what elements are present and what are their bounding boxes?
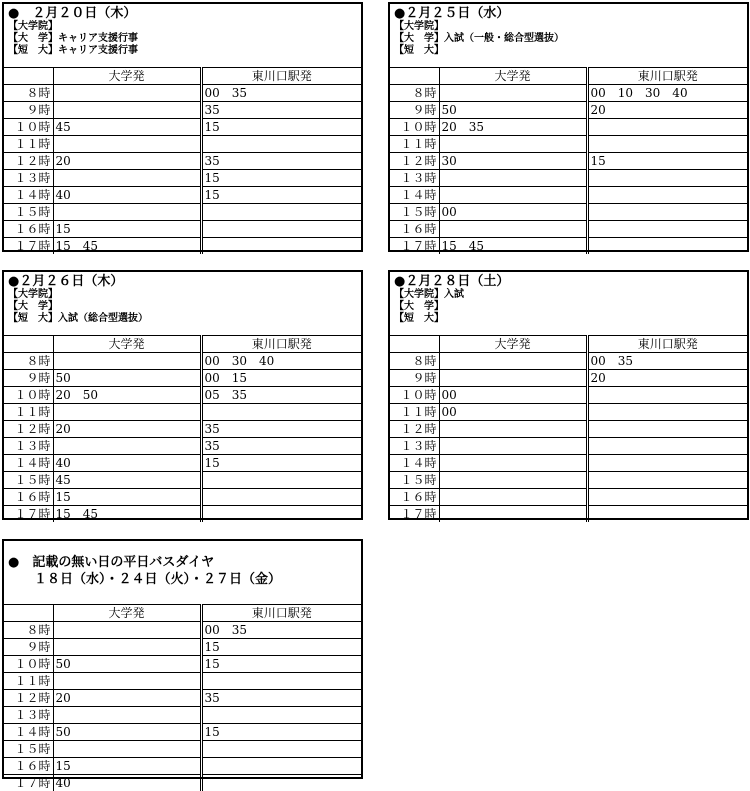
- table-row: [4, 370, 361, 387]
- from-station-times: [201, 758, 361, 775]
- from-univ-times: 15 45: [53, 506, 201, 523]
- from-univ-times: 20: [53, 153, 201, 170]
- schedule-box-feb26: [2, 270, 363, 520]
- hour-cell: １１時: [4, 136, 53, 153]
- table-row: [4, 238, 361, 255]
- table-row: [4, 353, 361, 370]
- timetable: [4, 604, 361, 791]
- hour-cell: １５時: [4, 741, 53, 758]
- hour-cell: １３時: [4, 707, 53, 724]
- from-univ-times: 20 50: [53, 387, 201, 404]
- dept-line-univ: 【大 学】: [8, 301, 361, 313]
- hour-cell: １７時: [390, 238, 439, 255]
- table-row: [4, 673, 361, 690]
- from-univ-times: [439, 506, 587, 523]
- table-row: [390, 438, 747, 455]
- table-row: [4, 187, 361, 204]
- from-univ-times: 45: [53, 119, 201, 136]
- from-univ-times: [53, 102, 201, 119]
- table-row: [390, 136, 747, 153]
- table-row: [4, 404, 361, 421]
- from-station-times: [201, 707, 361, 724]
- hour-cell: １４時: [4, 724, 53, 741]
- table-row: [4, 758, 361, 775]
- table-row: [390, 404, 747, 421]
- from-station-times: [201, 489, 361, 506]
- from-station-times: [587, 136, 747, 153]
- col-header-hour: [390, 68, 439, 85]
- schedule-title: ●２月２８日（土）: [394, 274, 747, 289]
- from-station-times: [201, 775, 361, 791]
- from-station-times: 20: [587, 370, 747, 387]
- hour-cell: １４時: [390, 455, 439, 472]
- col-header-from-univ: 大学発: [53, 68, 201, 85]
- timetable: [4, 67, 361, 254]
- from-univ-times: [53, 438, 201, 455]
- hour-cell: １０時: [390, 119, 439, 136]
- from-univ-times: 30: [439, 153, 587, 170]
- from-univ-times: [53, 673, 201, 690]
- hour-cell: １７時: [390, 506, 439, 523]
- from-station-times: [587, 421, 747, 438]
- from-univ-times: 20 35: [439, 119, 587, 136]
- from-univ-times: [439, 489, 587, 506]
- dept-line-grad: 【大学院】: [394, 21, 747, 33]
- schedule-box-feb28: [388, 270, 749, 520]
- from-univ-times: [439, 187, 587, 204]
- hour-cell: １１時: [4, 404, 53, 421]
- from-station-times: 35: [201, 102, 361, 119]
- from-univ-times: 50: [53, 370, 201, 387]
- col-header-from-station: 東川口駅発: [201, 605, 361, 622]
- from-univ-times: [439, 85, 587, 102]
- from-station-times: [201, 673, 361, 690]
- from-univ-times: 00: [439, 204, 587, 221]
- table-row: [4, 775, 361, 791]
- table-row: [4, 455, 361, 472]
- from-station-times: 15: [587, 153, 747, 170]
- hour-cell: １６時: [4, 221, 53, 238]
- timetable: [4, 335, 361, 522]
- table-row: [4, 119, 361, 136]
- table-row: [4, 506, 361, 523]
- hour-cell: １２時: [390, 153, 439, 170]
- from-station-times: 35: [201, 421, 361, 438]
- schedule-header: [4, 541, 361, 588]
- hour-cell: １５時: [4, 204, 53, 221]
- from-univ-times: [439, 136, 587, 153]
- table-row: [4, 472, 361, 489]
- from-univ-times: [53, 741, 201, 758]
- table-row: [4, 221, 361, 238]
- from-univ-times: [53, 136, 201, 153]
- schedule-title: ●２月２５日（水）: [394, 6, 747, 21]
- hour-cell: ９時: [4, 370, 53, 387]
- from-univ-times: 20: [53, 690, 201, 707]
- from-univ-times: [439, 438, 587, 455]
- from-station-times: [587, 119, 747, 136]
- from-station-times: 35: [201, 690, 361, 707]
- table-row: [4, 489, 361, 506]
- from-station-times: [587, 204, 747, 221]
- from-univ-times: 45: [53, 472, 201, 489]
- dept-line-univ: 【大 学】入試（一般・総合型選抜）: [394, 33, 747, 45]
- hour-cell: １７時: [4, 775, 53, 791]
- col-header-hour: [4, 605, 53, 622]
- from-station-times: [201, 221, 361, 238]
- from-univ-times: 00: [439, 387, 587, 404]
- from-univ-times: 50: [53, 724, 201, 741]
- from-station-times: [587, 489, 747, 506]
- table-row: [4, 741, 361, 758]
- from-station-times: [201, 404, 361, 421]
- hour-cell: １３時: [4, 438, 53, 455]
- hour-cell: ８時: [4, 85, 53, 102]
- table-row: [4, 639, 361, 656]
- table-row: [390, 489, 747, 506]
- table-row: [390, 421, 747, 438]
- from-station-times: 15: [201, 119, 361, 136]
- from-univ-times: 50: [53, 656, 201, 673]
- col-header-hour: [4, 68, 53, 85]
- from-station-times: [587, 187, 747, 204]
- from-univ-times: [439, 455, 587, 472]
- from-station-times: [201, 204, 361, 221]
- from-univ-times: 15 45: [53, 238, 201, 255]
- from-station-times: [587, 238, 747, 255]
- from-station-times: 15: [201, 656, 361, 673]
- hour-cell: １５時: [4, 472, 53, 489]
- hour-cell: ９時: [4, 639, 53, 656]
- dept-line-jc: 【短 大】入試（総合型選抜）: [8, 313, 361, 325]
- hour-cell: １２時: [390, 421, 439, 438]
- from-univ-times: 15: [53, 758, 201, 775]
- hour-cell: １１時: [4, 673, 53, 690]
- from-station-times: 15: [201, 170, 361, 187]
- hour-cell: １６時: [4, 758, 53, 775]
- table-row: [390, 153, 747, 170]
- hour-cell: １０時: [4, 119, 53, 136]
- col-header-from-univ: 大学発: [53, 336, 201, 353]
- schedule-header: [4, 4, 361, 57]
- dept-line-jc: 【短 大】キャリア支援行事: [8, 45, 361, 57]
- dept-line-grad: 【大学院】入試: [394, 289, 747, 301]
- from-univ-times: [439, 472, 587, 489]
- dept-line-univ: 【大 学】: [394, 301, 747, 313]
- table-row: [390, 187, 747, 204]
- hour-cell: １３時: [390, 438, 439, 455]
- from-univ-times: [53, 353, 201, 370]
- table-row: [390, 102, 747, 119]
- from-station-times: 00 10 30 40: [587, 85, 747, 102]
- schedule-header: [390, 4, 747, 57]
- table-row: [4, 656, 361, 673]
- from-univ-times: 00: [439, 404, 587, 421]
- hour-cell: １２時: [4, 153, 53, 170]
- table-row: [390, 204, 747, 221]
- timetable-header-row: [390, 68, 747, 85]
- table-row: [390, 221, 747, 238]
- from-univ-times: [53, 170, 201, 187]
- from-station-times: 15: [201, 187, 361, 204]
- col-header-from-station: 東川口駅発: [201, 336, 361, 353]
- schedule-box-weekday: [2, 539, 363, 779]
- hour-cell: ９時: [390, 370, 439, 387]
- hour-cell: １７時: [4, 238, 53, 255]
- col-header-from-station: 東川口駅発: [587, 68, 747, 85]
- table-row: [390, 455, 747, 472]
- weekday-dates: １８日（水）・２４日（火）・２７日（金）: [8, 571, 361, 588]
- table-row: [4, 85, 361, 102]
- timetable-header-row: [4, 68, 361, 85]
- hour-cell: ８時: [4, 622, 53, 639]
- table-row: [4, 170, 361, 187]
- timetable: [390, 67, 747, 254]
- from-univ-times: 15 45: [439, 238, 587, 255]
- table-row: [390, 353, 747, 370]
- from-univ-times: 50: [439, 102, 587, 119]
- table-row: [390, 387, 747, 404]
- table-row: [4, 102, 361, 119]
- from-station-times: 00 35: [201, 85, 361, 102]
- timetable-header-row: [390, 336, 747, 353]
- hour-cell: １４時: [4, 187, 53, 204]
- from-station-times: 15: [201, 724, 361, 741]
- schedule-box-feb25: [388, 2, 749, 252]
- from-station-times: 00 15: [201, 370, 361, 387]
- table-row: [4, 622, 361, 639]
- dept-line-jc: 【短 大】: [394, 313, 747, 325]
- from-station-times: 20: [587, 102, 747, 119]
- col-header-hour: [390, 336, 439, 353]
- hour-cell: １２時: [4, 421, 53, 438]
- hour-cell: １２時: [4, 690, 53, 707]
- schedule-header: [390, 272, 747, 325]
- from-station-times: [201, 741, 361, 758]
- from-univ-times: 40: [53, 775, 201, 791]
- hour-cell: １０時: [4, 387, 53, 404]
- from-univ-times: [439, 170, 587, 187]
- from-station-times: [587, 387, 747, 404]
- from-univ-times: 20: [53, 421, 201, 438]
- schedule-header: [4, 272, 361, 325]
- dept-line-univ: 【大 学】キャリア支援行事: [8, 33, 361, 45]
- table-row: [4, 707, 361, 724]
- col-header-hour: [4, 336, 53, 353]
- schedule-title: ● ２月２０日（木）: [8, 6, 361, 21]
- timetable: [390, 335, 747, 522]
- table-row: [4, 690, 361, 707]
- hour-cell: １３時: [390, 170, 439, 187]
- from-univ-times: 15: [53, 221, 201, 238]
- hour-cell: １３時: [4, 170, 53, 187]
- table-row: [390, 238, 747, 255]
- from-station-times: [587, 472, 747, 489]
- from-station-times: 15: [201, 639, 361, 656]
- hour-cell: １７時: [4, 506, 53, 523]
- hour-cell: ８時: [4, 353, 53, 370]
- hour-cell: １６時: [4, 489, 53, 506]
- from-station-times: 00 35: [201, 622, 361, 639]
- dept-line-grad: 【大学院】: [8, 289, 361, 301]
- from-univ-times: 15: [53, 489, 201, 506]
- from-univ-times: [439, 421, 587, 438]
- hour-cell: １０時: [4, 656, 53, 673]
- from-station-times: 35: [201, 438, 361, 455]
- col-header-from-univ: 大学発: [439, 68, 587, 85]
- hour-cell: １６時: [390, 489, 439, 506]
- dept-line-grad: 【大学院】: [8, 21, 361, 33]
- table-row: [4, 204, 361, 221]
- from-univ-times: 40: [53, 455, 201, 472]
- hour-cell: １１時: [390, 404, 439, 421]
- from-station-times: [587, 438, 747, 455]
- hour-cell: ９時: [390, 102, 439, 119]
- table-row: [4, 724, 361, 741]
- from-univ-times: 40: [53, 187, 201, 204]
- hour-cell: １６時: [390, 221, 439, 238]
- hour-cell: １０時: [390, 387, 439, 404]
- from-station-times: 00 35: [587, 353, 747, 370]
- hour-cell: ８時: [390, 353, 439, 370]
- schedule-title: ● 記載の無い日の平日バスダイヤ: [8, 554, 361, 571]
- from-station-times: 00 30 40: [201, 353, 361, 370]
- table-row: [390, 85, 747, 102]
- hour-cell: １５時: [390, 204, 439, 221]
- from-univ-times: [53, 639, 201, 656]
- table-row: [390, 370, 747, 387]
- hour-cell: １４時: [4, 455, 53, 472]
- table-row: [390, 170, 747, 187]
- dept-line-jc: 【短 大】: [394, 45, 747, 57]
- from-station-times: [587, 404, 747, 421]
- from-station-times: [201, 136, 361, 153]
- from-univ-times: [53, 404, 201, 421]
- from-station-times: [587, 221, 747, 238]
- from-station-times: 05 35: [201, 387, 361, 404]
- hour-cell: １４時: [390, 187, 439, 204]
- hour-cell: １５時: [390, 472, 439, 489]
- from-station-times: [587, 506, 747, 523]
- table-row: [390, 506, 747, 523]
- from-station-times: 15: [201, 455, 361, 472]
- from-univ-times: [53, 85, 201, 102]
- from-univ-times: [53, 204, 201, 221]
- table-row: [4, 421, 361, 438]
- schedule-box-feb20: [2, 2, 363, 252]
- from-station-times: [587, 455, 747, 472]
- hour-cell: ９時: [4, 102, 53, 119]
- col-header-from-station: 東川口駅発: [587, 336, 747, 353]
- table-row: [390, 472, 747, 489]
- from-univ-times: [53, 622, 201, 639]
- table-row: [4, 136, 361, 153]
- from-station-times: [201, 238, 361, 255]
- col-header-from-univ: 大学発: [53, 605, 201, 622]
- from-station-times: [201, 506, 361, 523]
- schedule-title: ●２月２６日（木）: [8, 274, 361, 289]
- table-row: [4, 387, 361, 404]
- from-station-times: [201, 472, 361, 489]
- table-row: [4, 438, 361, 455]
- table-row: [390, 119, 747, 136]
- from-univ-times: [439, 370, 587, 387]
- hour-cell: １１時: [390, 136, 439, 153]
- hour-cell: ８時: [390, 85, 439, 102]
- timetable-header-row: [4, 336, 361, 353]
- from-univ-times: [439, 353, 587, 370]
- from-univ-times: [439, 221, 587, 238]
- from-station-times: [587, 170, 747, 187]
- col-header-from-univ: 大学発: [439, 336, 587, 353]
- timetable-header-row: [4, 605, 361, 622]
- from-univ-times: [53, 707, 201, 724]
- col-header-from-station: 東川口駅発: [201, 68, 361, 85]
- from-station-times: 35: [201, 153, 361, 170]
- table-row: [4, 153, 361, 170]
